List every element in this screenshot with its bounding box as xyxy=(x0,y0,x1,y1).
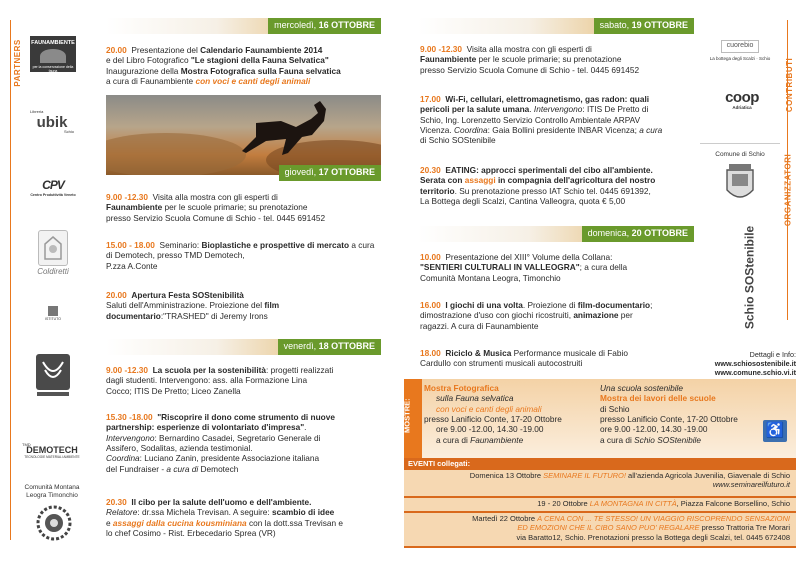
day-header-sun: domenica, 20 OTTOBRE xyxy=(418,226,694,242)
right-divider-1 xyxy=(700,143,780,144)
left-side-strip xyxy=(10,20,11,540)
day-header-sat: sabato, 19 OTTOBRE xyxy=(418,18,694,34)
info-url-1[interactable]: www.schiosostenibile.it xyxy=(714,359,796,368)
deer-silhouette-icon xyxy=(106,95,381,175)
comune-crest-icon xyxy=(723,162,757,206)
cuorebio-logo: cuorebio La bottega degli Scalzi · Schio xyxy=(709,42,771,61)
day-header-wed: mercoledì, 16 OTTOBRE xyxy=(106,18,381,34)
collegato-22: Martedì 22 Ottobre A CENA CON ... TE STESSO! UN VIAGGIO RISCOPRENDO SENSAZIONI ED EMOZIONI CHE IL CIBO SANO PUO' REGALARE presso Trattoria Tre Morari via Baratto12, Schio. Prenotazioni presso la Bottega degli Scalzi, tel. 0445 672408 xyxy=(472,514,790,542)
day-header-fri: venerdì, 18 OTTOBRE xyxy=(106,339,381,355)
event-fri-20: 20.30 Il cibo per la salute dell'uomo e dell'ambiente. Relatore: dr.ssa Michela Trevisan. A seguire: scambio di idee e assaggi dalla cucina kousminiana con la dott.ssa Trevisan e lo chef Cosimo - Rist. Erbecedario Sprea (VR) xyxy=(106,497,344,539)
comunita-emblem xyxy=(34,505,74,544)
accessibility-icon: ♿ xyxy=(763,420,787,442)
event-sun-16: 16.00 I giochi di una volta. Proiezione di film-documentario; dimostrazione d'uso con giochi ricostruiti, animazione per ragazzi. A cura di Faunambiente xyxy=(420,300,653,331)
organizzatori-tab: ORGANIZZATORI xyxy=(783,153,793,227)
mostra-fauna: Mostra Fotografica sulla Fauna selvatica con voci e canti degli animali presso Lanificio Conte, 17-20 Ottobre ore 9.00 -12.00, 14.30 -19.00 a cura di Faunambiente xyxy=(424,383,562,445)
event-thu-9: 9.00 -12.30 Visita alla mostra con gli esperti di Faunambiente per le scuole primarie; su prenotazione presso Servizio Scuola Comune di Schio - tel. 0445 691452 xyxy=(106,192,326,223)
collegati-label: EVENTI collegati: xyxy=(408,459,471,468)
faunambiente-logo: FAUNAMBIENTE per la conservazione della fauna xyxy=(30,36,76,72)
coop-logo: coop Adriatica xyxy=(725,89,759,110)
demotech-logo: TMD DEMOTECH TECNOLOGIE MATERIALI AMBIENTE xyxy=(22,442,80,460)
sostenibile-logo: Schio SOStenibile xyxy=(742,225,757,330)
coldiretti-emblem-icon xyxy=(43,235,63,261)
partners-tab: PARTNERS xyxy=(12,39,22,87)
deer-photo xyxy=(106,95,381,175)
mostra-scuola: Una scuola sostenibile Mostra dei lavori delle scuole di Schio presso Lanificio Conte, 17-20 Ottobre ore 9.00 -12.00, 14.30 -19.00 a cura di Schio SOStenibile xyxy=(600,383,738,445)
event-fri-9: 9.00 -12.30 La scuola per la sostenibilità: progetti realizzati dagli studenti. Intervengono: ass. alla Formazione Lina Cocco; ITIS De Pretto; Liceo Zanella xyxy=(106,365,334,396)
event-thu-20: 20.00 Apertura Festa SOStenibilità Saluti dell'Amministrazione. Proiezione del film documentario:"TRASHED" di Jeremy Irons xyxy=(106,290,280,321)
cpv-logo: CPV Centro Produttività Veneto xyxy=(30,178,76,197)
event-fri-15: 15.30 -18.00 "Riscoprire il dono come strumento di nuove partnership: esperienze di volontariato d'impresa". Intervengono: Bernardino Casadei, Segretario Generale di Assifero, Sodalitas, azienda testimonial. Coordina: Luciano Zanin, presidente Associazione italiana del Fundraiser - a cura di Demotech xyxy=(106,412,335,474)
event-sun-10: 10.00 Presentazione del XIII° Volume della Collana: "SENTIERI CULTURALI IN VALLEOGRA"; a cura della Comunità Montana Leogra, Timonchio xyxy=(420,252,628,283)
event-sat-17: 17.00 Wi-Fi, cellulari, elettromagnetismo, gas radon: quali pericoli per la salute umana. Intervengono: ITIS De Pretto di Schio, Ing. Lorenzetto Servizio Controllo Ambientale ARPAV Vicenza. Coordina: Gaia Bollini presidente INBAR Vicenza; a cura di Schio SOStenibile xyxy=(420,94,663,146)
collegato-19: 19 - 20 Ottobre LA MONTAGNA IN CITTÀ, Piazza Falcone Borsellino, Schio xyxy=(537,499,790,508)
contributi-tab: CONTRIBUTI xyxy=(785,57,795,113)
event-sat-20: 20.30 EATING: approcci sperimentali del cibo all'ambiente. Serata con assaggi in compagnia dell'agricoltura del nostro territorio. Su prenotazione presso IAT Schio tel. 0445 691392, La Bottega degli Scalzi, Cantina Valleogra, quota € 5,00 xyxy=(420,165,656,207)
seminare-link[interactable]: www.seminareilfuturo.it xyxy=(712,480,790,490)
lanificio-emblem-icon xyxy=(33,350,73,400)
collegato-13: Domenica 13 Ottobre SEMINARE IL FUTURO! all'azienda Agricola Juvenilia, Giavenale di Schio www.seminareilfuturo.it xyxy=(420,471,790,490)
event-sat-9: 9.00 -12.30 Visita alla mostra con gli esperti di Faunambiente per le scuole primarie; su prenotazione presso Servizio Scuola Comune di Schio - tel. 0445 691452 xyxy=(420,44,640,75)
event-thu-15: 15.00 - 18.00 Seminario: Bioplastiche e prospettive di mercato a cura di Demotech, presso TMD Demotech, P.zza A.Conte xyxy=(106,240,375,271)
event-wed-20: 20.00 Presentazione del Calendario Faunambiente 2014 e del Libro Fotografico "Le stagioni della Fauna Selvatica" Inaugurazione della Mostra Fotografica sulla Fauna selvatica a cura di Faunambiente con voci e canti degli animali xyxy=(106,45,341,87)
info-box: Dettagli e Info: www.schiosostenibile.it www.comune.schio.vi.it xyxy=(700,350,796,377)
comunita-logo: Comunità Montana Leogra Timonchio xyxy=(24,484,80,500)
day-header-thu: giovedì, 17 OTTOBRE xyxy=(106,165,381,181)
mostre-label: MOSTRE: xyxy=(404,379,422,458)
lanificio-logo xyxy=(30,350,76,403)
info-url-2[interactable]: www.comune.schio.vi.it xyxy=(714,368,796,377)
comune-logo: Comune di Schio xyxy=(700,151,780,209)
coldiretti-logo: Coldiretti xyxy=(30,230,76,277)
ubik-logo: Libreria ubik Schio xyxy=(30,109,74,134)
comunita-seal-icon xyxy=(36,505,72,541)
event-sun-18: 18.00 Riciclo & Musica Performance musicale di Fabio Cardullo con strumenti musicali autocostruiti xyxy=(420,348,628,369)
istituto-logo: ISTITUTO xyxy=(30,306,76,321)
